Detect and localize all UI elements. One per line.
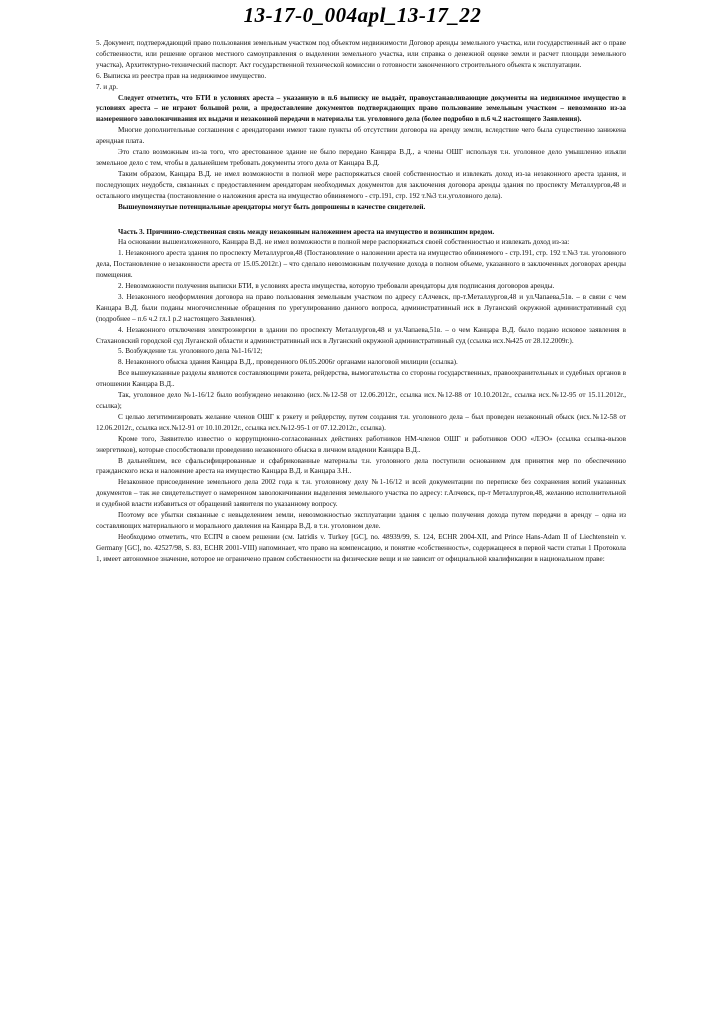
- paragraph-bold: Вышеупомянутые потенциальные арендаторы могут быть допрошены в качестве свидетелей.: [118, 202, 426, 211]
- paragraph: Таким образом, Канцара В.Д. не имел возможности в полной мере распоряжаться своей собственностью и извлекать доход из-за незаконного ареста здания, и последующих неудобств, связанных с предоставлением арендаторам необходимых документов для заключения договора аренды здания по проспекту Металлургов,48 и остального имущества (постановление о наложения ареста на имущество обвиняемого - стр.191, стр. 192 т.№3 т.н.уголовного дела).: [96, 169, 626, 200]
- section-heading: Часть 3. Причинно-следственная связь между незаконным наложением ареста на имущество и возникшим вредом.: [118, 227, 495, 236]
- document-header: 13-17-0_004apl_13-17_22: [243, 3, 482, 27]
- paragraph: Поэтому все убытки связанные с невыделением земли, невозможностью эксплуатации здания с целью получения дохода путем передачи в аренду – одна из составляющих материального и морального давления на Канцара В.Д. в т.н. уголовном деле.: [96, 511, 626, 530]
- paragraph: 7. и др.: [96, 82, 118, 91]
- paragraph: Так, уголовное дело №1-16/12 было возбуждено незаконно (исх.№12-58 от 12.06.2012г., ссылка исх.№12-88 от 10.10.2012г., ссылка исх.№12-95 от 15.11.2012г., ссылка);: [96, 391, 626, 410]
- paragraph: Это стало возможным из-за того, что арестованное здание не было передано Канцара В.Д., а члены ОШГ используя т.н. уголовное дело умышленно изъяли земельное дело с тем, чтобы в дальнейшем требовать документы этого дела от Канцара В.Д.: [96, 148, 626, 167]
- list-item: 4. Незаконного отключения электроэнергии в здании по проспекту Металлургов,48 и ул.Чапаева,51в. – о чем Канцара В.Д. было подано исковое заявления в Стахановский городской суд Луганской области и административный иск в Луганский окружной административный суд (ссылка исх.№425 от 28.12.2009г.).: [96, 325, 626, 345]
- paragraph: Многие дополнительные соглашения с арендаторами имеют такие пункты об отсутствии договора на аренду земли, вследствие чего была существенно занижена арендная плата.: [96, 126, 626, 146]
- paragraph: Все вышеуказанные разделы являются составляющими рэкета, рейдерства, вымогательства со стороны государственных, правоохранительных и судебных органов в отношении Канцара В.Д..: [96, 369, 626, 389]
- list-item: 3. Незаконного неоформления договора на право пользования земельным участком по адресу г.Алчевск, пр-т.Металлургов,48 и ул.Чапаева,51в. – в связи с чем Канцара В.Д. были поданы многочисленные обращения по урегулированию данного вопроса, административный иск в Луганский окружной административный суд (подробнее – п.6 ч.2 гл.1 р.2 настоящего Заявления).: [96, 292, 626, 323]
- list-item: 8. Незаконного обыска здания Канцара В.Д., проведенного 06.05.2006г органами налоговой милиции (ссылка).: [118, 358, 458, 367]
- list-item: 1. Незаконного ареста здания по проспекту Металлургов,48 (Постановление о наложении ареста на имущество обвиняемого - стр.191, стр. 192 т.№3 т.н. уголовного дела, Постановление о незаконности ареста от 15.05.2012г.) – что сделало невозможным получение дохода в полном объеме, указанного в заключенных договорах аренды помещения.: [96, 249, 626, 280]
- paragraph: В дальнейшем, все сфальсифицированные и сфабрикованные материалы т.н. уголовного дела поступили основанием для принятия мер по обеспечению гражданского иска и наложение ареста на имущество Канцара В.Д. и Канцара З.Н..: [96, 456, 626, 476]
- spacer: [96, 213, 626, 227]
- paragraph: Кроме того, Заявителю известно о коррупционно-согласованных действиях работников НМ-членов ОШГ и работников ООО «ЛЭО» (ссылка ссылка-вызов энергетиков), которые способствовали проведению незаконного обыска в личном владении Канцара В.Д..: [96, 434, 626, 454]
- paragraph: Незаконное присоединение земельного дела 2002 года к т.н. уголовному делу №1-16/12 и всей документации по переписке без сохранения копий указанных документов – так же свидетельствует о намеренном заволокичивании выделения земельного участка по адресу: г.Алчевск, пр-т Металлургов,48, желанию исполнительной и судебной власти избавиться от обращений заявителя по указанному вопросу.: [96, 478, 626, 509]
- paragraph: На основании вышеизложенного, Канцара В.Д. не имел возможности в полной мере распоряжаться своей собственностью и извлекать доход из-за:: [118, 238, 570, 247]
- paragraph: С целью легитимизировать желание членов ОШГ к рэкету и рейдерству, путем создания т.н. уголовного дела – был проведен незаконный обыск (исх.№12-58 от 12.06.2012г., ссылка исх.№12-91 от 10.10.2012г., ссылка исх.№12-95-1 от 07.12.2012г., ссылка).: [96, 412, 626, 432]
- document-body: [96, 38, 626, 565]
- paragraph: 5. Документ, подтверждающий право пользования земельным участком под объектом недвижимости Договор аренды земельного участка, или государственный акт о праве собственности, или решение органов местного самоуправления о выделении земельного участка, или справка о денежной оценке земли и расчет площади земельного участка), Архитектурно-технический паспорт. Акт государственной технической комиссии о готовности законченного строительного объекта к эксплуатации.: [96, 39, 626, 69]
- paragraph: Необходимо отметить, что ЕСПЧ в своем решении (см. Iatridis v. Turkey [GC], no. 48939/99, S. 124, ECHR 2004-XII, and Prince Hans-Adam II of Liechtenstein v. Germany [GC], no. 42527/98, S. 83, ECHR 2001-VIII) напоминает, что право на компенсацию, и понятие «собственность», содержащееся в первой части статьи 1 Протокола 1, имеет автономное значение, которое не ограничено правом собственности на физические вещи и не зависит от официальной квалификации в национальном праве:: [96, 532, 626, 563]
- paragraph-bold: Следует отметить, что БТИ в условиях ареста – указанную в п.6 выписку не выдаёт, правоустанавливающие документы на недвижимое имущество в условиях ареста – не играют большой роли, а предоставление документов подтверждающих право пользование земельным участком – невозможно из-за намеренного заволокичивания их выдачи и незаконной передачи в материалы т.н. уголовного дела (более подробно в п.6 ч.2 настоящего Заявления).: [96, 93, 626, 124]
- paragraph: 6. Выписка из реестра прав на недвижимое имущество.: [96, 71, 267, 80]
- list-item: 5. Возбуждение т.н. уголовного дела №1-16/12;: [118, 347, 263, 356]
- list-item: 2. Невозможности получения выписки БТИ, в условиях ареста имущества, которую требовали арендаторы для подписания договоров аренды.: [118, 282, 555, 291]
